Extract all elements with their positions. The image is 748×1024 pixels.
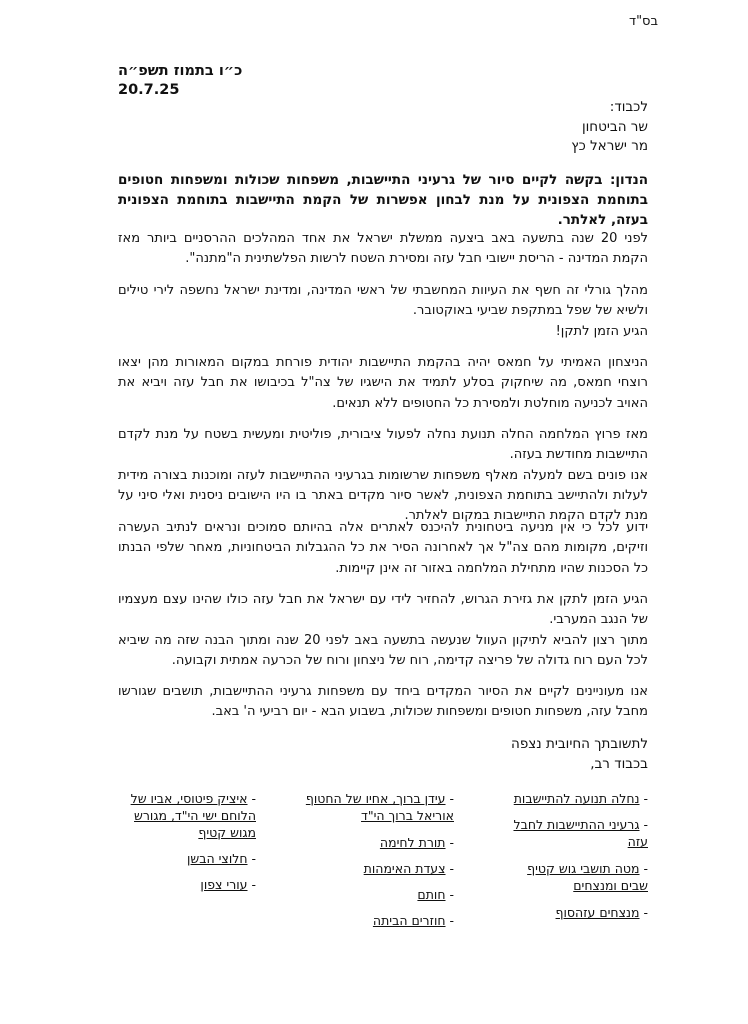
paragraph-text: לפני 20 שנה בתשעה באב ביצעה ממשלת ישראל את אחד המהלכים ההרסניים ביותר מאז הקמת המדינה - הריסת יישובי חבל עזה ומסירת השטח לרשות הפלשתינית ה"מתנה". — [118, 231, 648, 267]
gregorian-date: 20.7.25 — [118, 82, 180, 98]
addressee-block — [348, 98, 648, 157]
paragraph-text: הגיע הזמן לתקן! — [555, 323, 648, 339]
signatories-column-2 — [304, 790, 454, 990]
paragraph-4 — [118, 425, 648, 526]
signatory-item: - חוזרים הביתה — [372, 913, 454, 928]
paragraph-text: אנו פונים בשם למעלה מאלף משפחות שרשומות בגרעיני ההתיישבות לעזה ומוכנות בצורה מידית לעלות ולהתיישב בתוחמת הצפונית, לאשר סיור מקדים באתר בו היו הישובים ניסנית ואלי סיני על מנת לקדם הקמת התיישבות במקום לאלתר. — [118, 467, 648, 524]
signatory-item: - איציק פיטוסי, אביו של הלוחם ישי הי"ד, מגורש מגוש קטיף — [130, 791, 256, 840]
paragraph-6 — [118, 590, 648, 671]
signatory-item: - מטה תושבי גוש קטיף שבים ומנצחים — [527, 861, 648, 893]
hebrew-date: כ״ו בתמוז תשפ״ה — [118, 63, 243, 79]
paragraph-text: הניצחון האמיתי על חמאס יהיה בהקמת התיישבות יהודית פורחת במקום המאורות מהן יצאו רוצחי חמאס, מה שיחקוק בסלע לתמיד את הישגיו של צה"ל בכיבושו את חבל עזה ויביא את האויב לכניעה מוחלטת ולמסירת כל החטופים ללא תנאים. — [118, 355, 648, 411]
paragraph-1 — [118, 229, 648, 270]
paragraph-text: מתוך רצון להביא לתיקון העוול שנעשה בתשעה באב לפני 20 שנה ומתוך הבנה שזה מה שיביא לכל העם רוח גדולה של פריצה קדימה, רוח של ניצחון ורוח של הכרעה אמתית וקבועה. — [118, 632, 649, 668]
addressee-line: לכבוד: — [609, 99, 648, 115]
paragraph-5 — [118, 518, 648, 579]
paragraph-text: ידוע לכל כי אין מניעה ביטחונית להיכנס לאתרים אלה בהיותם סמוכים ונראים לנתיב העשרה וזיקים, מקומות מהם צה"ל אך לאחרונה הסיר את כל ההגבלות הביטחוניות, מאחר שלפי הבנתו כל הסכנות שהיו מתחילת המלחמה באזור זה אינן קיימות. — [118, 520, 648, 576]
paragraph-text: הגיע הזמן לתקן את גזירת הגרוש, להחזיר לידי עם ישראל את חבל עזה כולו שהינו עצם מעצמיו של הנגב המערבי. — [118, 592, 648, 628]
paragraph-text: מאז פרוץ המלחמה החלה תנועת נחלה לפעול ציבורית, פוליטית ומעשית בשטח על מנת לקדם התיישבות מחודשת בעזה. — [118, 427, 648, 463]
signatory-item: - מנצחים עזהסוף — [555, 905, 648, 920]
signatories-column-3 — [116, 790, 256, 990]
addressee-line: מר ישראל כץ — [571, 138, 648, 154]
bsd-header: בס"ד — [628, 14, 658, 29]
paragraph-7 — [118, 682, 648, 723]
signatory-item: - חלוצי הבשן — [186, 851, 256, 866]
signatory-item: - עורי צפון — [200, 877, 256, 892]
subject-line: הנדון: בקשה לקיים סיור של גרעיני התיישבות, משפחות שכולות ומשפחות חטופים בתוחמת הצפונית על מנת לבחון אפשרות של הקמת התיישבות בתוחמת הצפונית בעזה, לאלתר. — [118, 172, 648, 228]
closing-block — [348, 734, 648, 774]
signatory-item: - צעדת האימהות — [363, 861, 454, 876]
closing-line: בכבוד רב, — [590, 756, 648, 772]
date-block — [118, 62, 318, 100]
signatories-column-1 — [506, 790, 648, 990]
signatory-item: - תורת לחימה — [379, 835, 454, 850]
signatory-item: - חותם — [417, 887, 454, 902]
closing-line: לתשובתך החיובית נצפה — [511, 736, 648, 752]
signatory-item: - נחלה תנועה להתיישבות — [513, 791, 648, 806]
signatory-item: - עידן ברוך, אחיו של החטוף אוריאל ברוך הי"ד — [305, 791, 454, 823]
paragraph-text: אנו מעוניינים לקיים את הסיור המקדים ביחד עם משפחות גרעיני ההתיישבות, תושבים שגורשו מחבל עזה, משפחות חטופים ומשפחות שכולות, בשבוע הבא - יום רביעי ה' באב. — [118, 684, 648, 720]
paragraph-text: מהלך גורלי זה חשף את העיוות המחשבתי של ראשי המדינה, ומדינת ישראל נחשפה לירי טילים ולשיא של שפל במתקפת שביעי באוקטובר. — [118, 283, 648, 319]
addressee-line: שר הביטחון — [581, 118, 648, 135]
paragraph-2 — [118, 281, 648, 342]
signatory-item: - גרעיני ההתיישבות לחבל עזה — [513, 817, 648, 849]
paragraph-3 — [118, 353, 648, 414]
